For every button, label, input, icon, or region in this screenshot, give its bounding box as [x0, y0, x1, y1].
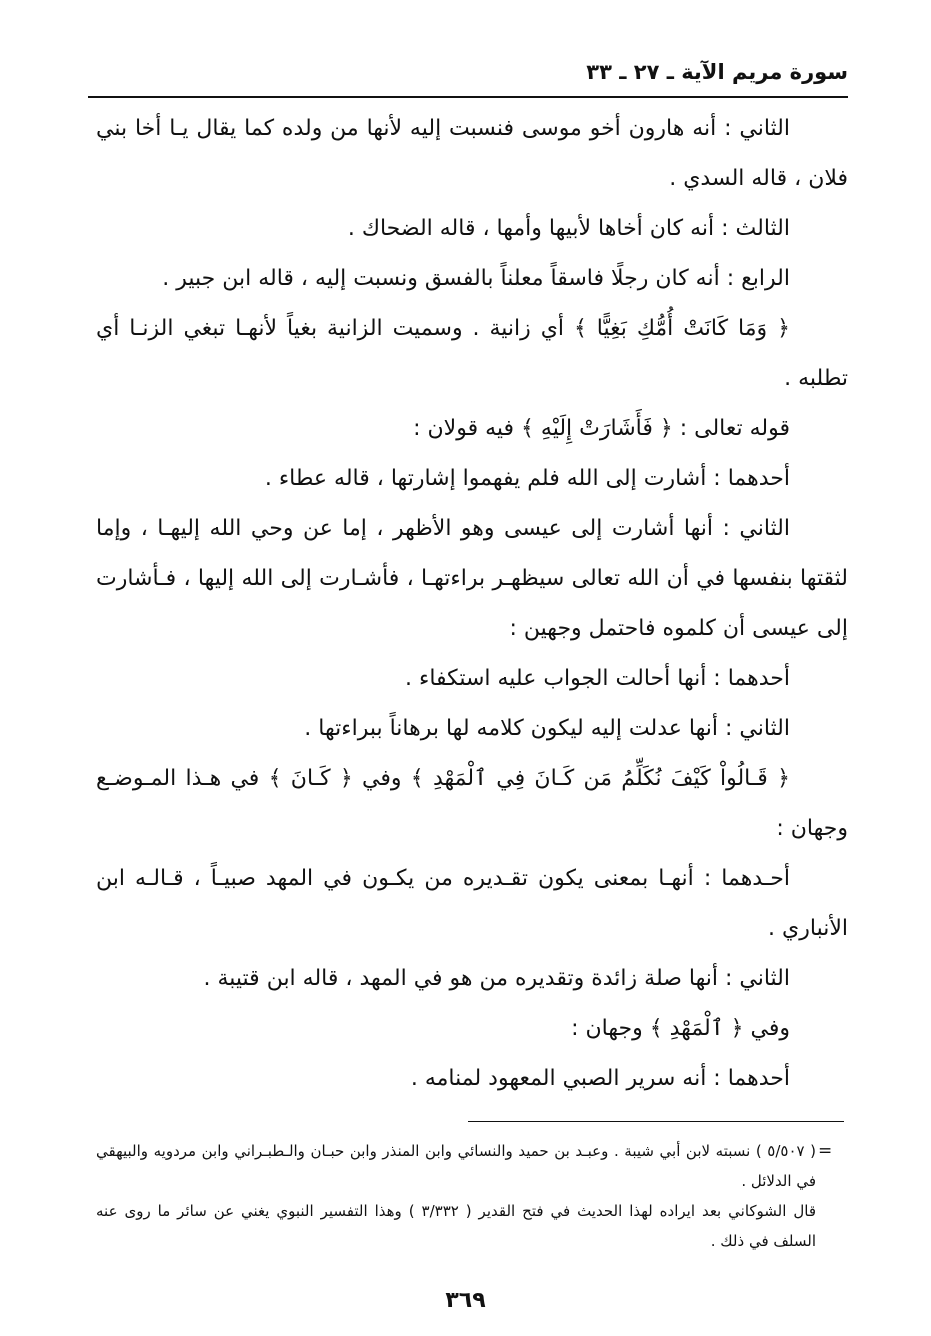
paragraph: وفي ﴿ ٱلْمَهْدِ ﴾ وجهان : — [571, 1016, 790, 1041]
paragraph: الثاني : أنه هارون أخو موسى فنسبت إليه لأنها من ولده كما يقال يـا أخا بني فلان ، قاله السدي . — [96, 116, 848, 191]
footnote-line: قال الشوكاني بعد ايراده لهذا الحديث في فتح القدير ( ٣/٣٣٢ ) وهذا التفسير النبوي يغني عن سائر ما روى عنه السلف في ذلك . — [96, 1202, 817, 1250]
paragraph: أحـدهما : أنهـا بمعنى يكون تقـديره من يكـون في المهد صبيـاً ، قـالـه ابن الأنباري . — [96, 866, 848, 941]
paragraph: الثالث : أنه كان أخاها لأبيها وأمها ، قاله الضحاك . — [347, 216, 790, 241]
paragraph: الثاني : أنها صلة زائدة وتقديره من هو في المهد ، قاله ابن قتيبة . — [203, 966, 790, 991]
page-number: ٣٦٩ — [445, 1288, 486, 1313]
paragraph: قوله تعالى : ﴿ فَأَشَارَتْ إِلَيْهِ ﴾ فيه قولان : — [413, 416, 790, 441]
footnote-continuation-mark: = — [818, 1141, 833, 1161]
header-divider — [88, 96, 848, 98]
paragraph: أحدهما : أنه سرير الصبي المعهود لمنامه . — [410, 1066, 790, 1091]
main-text — [96, 104, 848, 1104]
paragraph: الثاني : أنها أشارت إلى عيسى وهو الأظهر ، إما عن وحي الله إليهـا ، وإما لثقتها بنفسها في أن الله تعالى سيظهـر براءتهـا ، فأشـارت إلى الله إليها ، فـأشارت إلى عيسى أن كلموه فاحتمل وجهين : — [96, 516, 848, 641]
footnote-divider — [468, 1121, 844, 1122]
quran-verse-paragraph: ﴿ قَـالُواْ كَيْفَ نُكَلِّمُ مَن كَـانَ فِي ٱلْمَهْدِ ﴾ وفي ﴿ كَـانَ ﴾ في هـذا المـوضـع وجهان : — [96, 766, 848, 841]
paragraph: الثاني : أنها عدلت إليه ليكون كلامه لها برهاناً ببراءتها . — [304, 716, 790, 741]
paragraph: أحدهما : أشارت إلى الله فلم يفهموا إشارتها ، قاله عطاء . — [264, 466, 790, 491]
running-header: سورة مريم الآية ـ ٢٧ ـ ٣٣ — [586, 60, 848, 84]
footnotes — [96, 1136, 816, 1256]
footnote-line: ( ٥/٥٠٧ ) نسبته لابن أبي شيبة . وعبـد بن حميد والنسائي وابن المنذر وابن حبـان والـطبـراني وابن مردويه والبيهقي في الدلائل . — [96, 1142, 816, 1190]
paragraph: الرابع : أنه كان رجلًا فاسقاً معلناً بالفسق ونسبت إليه ، قاله ابن جبير . — [162, 266, 790, 291]
paragraph: أحدهما : أنها أحالت الجواب عليه استكفاء . — [405, 666, 790, 691]
quran-verse-paragraph: ﴿ وَمَا كَانَتْ أُمُّكِ بَغِيًّا ﴾ أي زانية . وسميت الزانية بغياً لأنهـا تبغي الزنـا أي تطلبه . — [96, 316, 848, 391]
